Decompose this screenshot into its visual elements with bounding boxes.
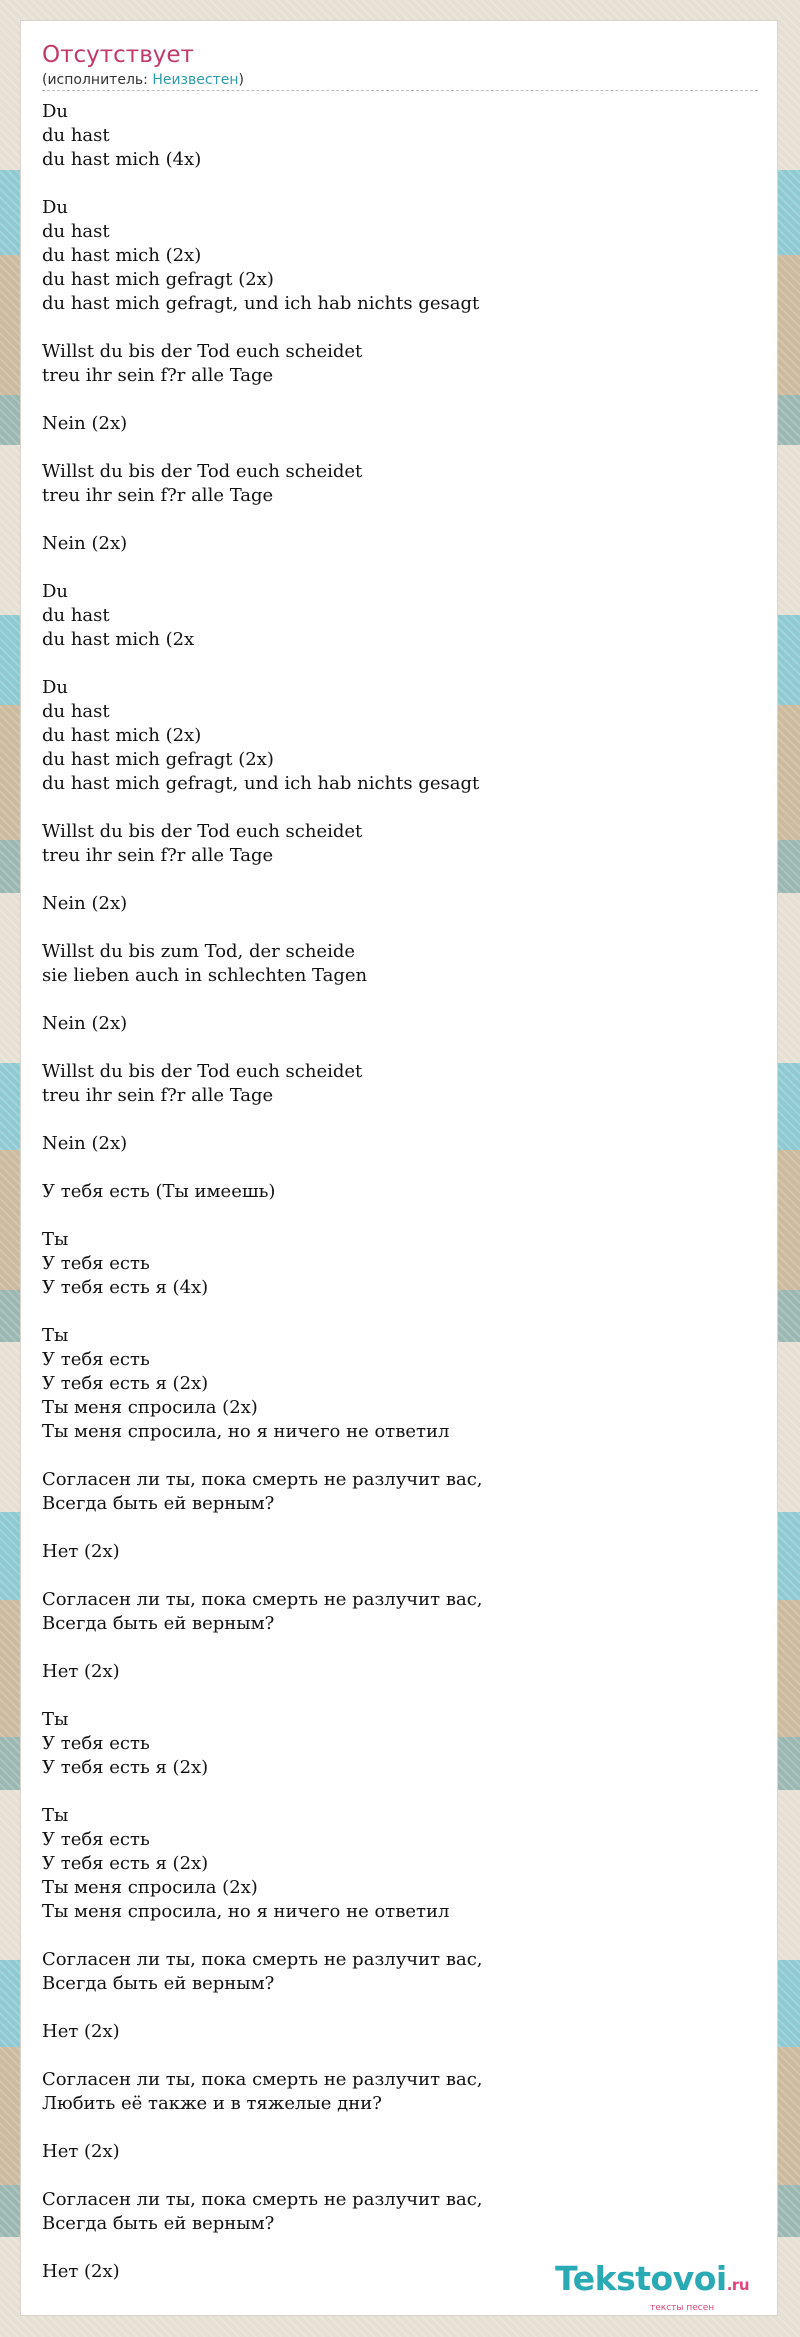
- lyric-line: treu ihr sein f?r alle Tage: [42, 1085, 274, 1106]
- lyric-line: Всегда быть ей верным?: [42, 1973, 275, 1994]
- stanza-gap: [42, 436, 483, 460]
- lyric-line: Любить её также и в тяжелые дни?: [42, 2093, 382, 2114]
- stanza-gap: [42, 316, 483, 340]
- stanza-gap: [42, 2116, 483, 2140]
- lyric-line: du hast mich gefragt (2x): [42, 269, 274, 290]
- lyric-line: У тебя есть я (4x): [42, 1277, 209, 1298]
- stanza-gap: [42, 1516, 483, 1540]
- lyric-line: У тебя есть: [42, 1253, 150, 1274]
- lyric-line: Ты меня спросила (2x): [42, 1397, 258, 1418]
- lyric-line: Willst du bis der Tod euch scheidet: [42, 821, 363, 842]
- artist-link[interactable]: Неизвестен: [152, 72, 239, 88]
- lyric-line: du hast mich (2x): [42, 245, 202, 266]
- lyric-line: du hast: [42, 605, 110, 626]
- lyric-line: Нет (2x): [42, 2141, 120, 2162]
- lyric-line: У тебя есть (Ты имеешь): [42, 1181, 276, 1202]
- lyrics-text: [42, 100, 483, 2284]
- lyric-line: Nein (2x): [42, 413, 128, 434]
- lyric-line: Ты меня спросила, но я ничего не ответил: [42, 1901, 450, 1922]
- lyric-line: У тебя есть: [42, 1829, 150, 1850]
- lyric-line: Ты меня спросила, но я ничего не ответил: [42, 1421, 450, 1442]
- lyric-line: du hast mich gefragt, und ich hab nichts gesagt: [42, 773, 480, 794]
- stanza-gap: [42, 1780, 483, 1804]
- lyric-line: Ты: [42, 1325, 69, 1346]
- stanza-gap: [42, 1924, 483, 1948]
- lyric-line: Всегда быть ей верным?: [42, 2213, 275, 2234]
- lyric-line: У тебя есть: [42, 1733, 150, 1754]
- stanza-gap: [42, 796, 483, 820]
- lyric-line: Ты: [42, 1709, 69, 1730]
- artist-prefix: (исполнитель:: [42, 72, 153, 88]
- stanza-gap: [42, 868, 483, 892]
- stanza-gap: [42, 556, 483, 580]
- logo-wordmark: [555, 2261, 749, 2303]
- stanza-gap: [42, 988, 483, 1012]
- lyric-line: Willst du bis zum Tod, der scheide: [42, 941, 355, 962]
- artist-line: [42, 71, 244, 89]
- artist-suffix: ): [238, 72, 244, 88]
- lyric-line: Nein (2x): [42, 1013, 128, 1034]
- lyric-line: Willst du bis der Tod euch scheidet: [42, 461, 363, 482]
- lyric-line: Ты: [42, 1229, 69, 1250]
- lyric-line: Nein (2x): [42, 533, 128, 554]
- stanza-gap: [42, 1444, 483, 1468]
- lyric-line: Du: [42, 581, 69, 602]
- lyric-line: Всегда быть ей верным?: [42, 1613, 275, 1634]
- lyric-line: Nein (2x): [42, 893, 128, 914]
- lyric-line: Willst du bis der Tod euch scheidet: [42, 341, 363, 362]
- lyric-line: du hast mich (2x): [42, 725, 202, 746]
- stanza-gap: [42, 172, 483, 196]
- lyric-line: Согласен ли ты, пока смерть не разлучит вас,: [42, 2189, 483, 2210]
- lyric-line: du hast mich (2x: [42, 629, 195, 650]
- lyric-line: У тебя есть: [42, 1349, 150, 1370]
- lyric-line: Согласен ли ты, пока смерть не разлучит вас,: [42, 1949, 483, 1970]
- lyric-line: du hast mich (4x): [42, 149, 202, 170]
- lyric-line: Du: [42, 197, 69, 218]
- stanza-gap: [42, 916, 483, 940]
- lyric-line: Нет (2x): [42, 1541, 120, 1562]
- title-divider: [42, 90, 758, 91]
- stanza-gap: [42, 1564, 483, 1588]
- stanza-gap: [42, 388, 483, 412]
- stanza-gap: [42, 1036, 483, 1060]
- stanza-gap: [42, 652, 483, 676]
- lyric-line: Willst du bis der Tod euch scheidet: [42, 1061, 363, 1082]
- lyric-line: du hast: [42, 221, 110, 242]
- lyric-line: Согласен ли ты, пока смерть не разлучит вас,: [42, 2069, 483, 2090]
- lyric-line: treu ihr sein f?r alle Tage: [42, 485, 274, 506]
- lyric-line: du hast: [42, 125, 110, 146]
- stanza-gap: [42, 1996, 483, 2020]
- lyric-line: Согласен ли ты, пока смерть не разлучит вас,: [42, 1469, 483, 1490]
- lyric-line: Нет (2x): [42, 2261, 120, 2282]
- lyric-line: du hast mich gefragt (2x): [42, 749, 274, 770]
- lyric-line: du hast mich gefragt, und ich hab nichts gesagt: [42, 293, 480, 314]
- lyric-line: Нет (2x): [42, 1661, 120, 1682]
- lyric-line: У тебя есть я (2x): [42, 1757, 209, 1778]
- stanza-gap: [42, 2236, 483, 2260]
- song-title: Отсутствует: [42, 42, 194, 68]
- stanza-gap: [42, 1204, 483, 1228]
- lyrics-card: [20, 20, 778, 2316]
- lyric-line: Всегда быть ей верным?: [42, 1493, 275, 1514]
- lyric-line: treu ihr sein f?r alle Tage: [42, 845, 274, 866]
- lyric-line: Du: [42, 677, 69, 698]
- lyric-line: У тебя есть я (2x): [42, 1853, 209, 1874]
- lyric-line: Nein (2x): [42, 1133, 128, 1154]
- lyric-line: Ты меня спросила (2x): [42, 1877, 258, 1898]
- stanza-gap: [42, 508, 483, 532]
- logo-tagline: тексты песен: [650, 2303, 715, 2313]
- logo-name: Tekstovoi: [555, 2259, 727, 2298]
- stanza-gap: [42, 1108, 483, 1132]
- stanza-gap: [42, 1156, 483, 1180]
- stanza-gap: [42, 2164, 483, 2188]
- stanza-gap: [42, 1636, 483, 1660]
- logo-suffix: .ru: [726, 2276, 749, 2294]
- lyric-line: Согласен ли ты, пока смерть не разлучит вас,: [42, 1589, 483, 1610]
- stanza-gap: [42, 1684, 483, 1708]
- lyric-line: treu ihr sein f?r alle Tage: [42, 365, 274, 386]
- stanza-gap: [42, 1300, 483, 1324]
- lyric-line: Ты: [42, 1805, 69, 1826]
- lyric-line: du hast: [42, 701, 110, 722]
- lyric-line: Du: [42, 101, 69, 122]
- lyric-line: sie lieben auch in schlechten Tagen: [42, 965, 368, 986]
- site-logo[interactable]: [555, 2261, 749, 2314]
- stanza-gap: [42, 2044, 483, 2068]
- lyric-line: Нет (2x): [42, 2021, 120, 2042]
- lyric-line: У тебя есть я (2x): [42, 1373, 209, 1394]
